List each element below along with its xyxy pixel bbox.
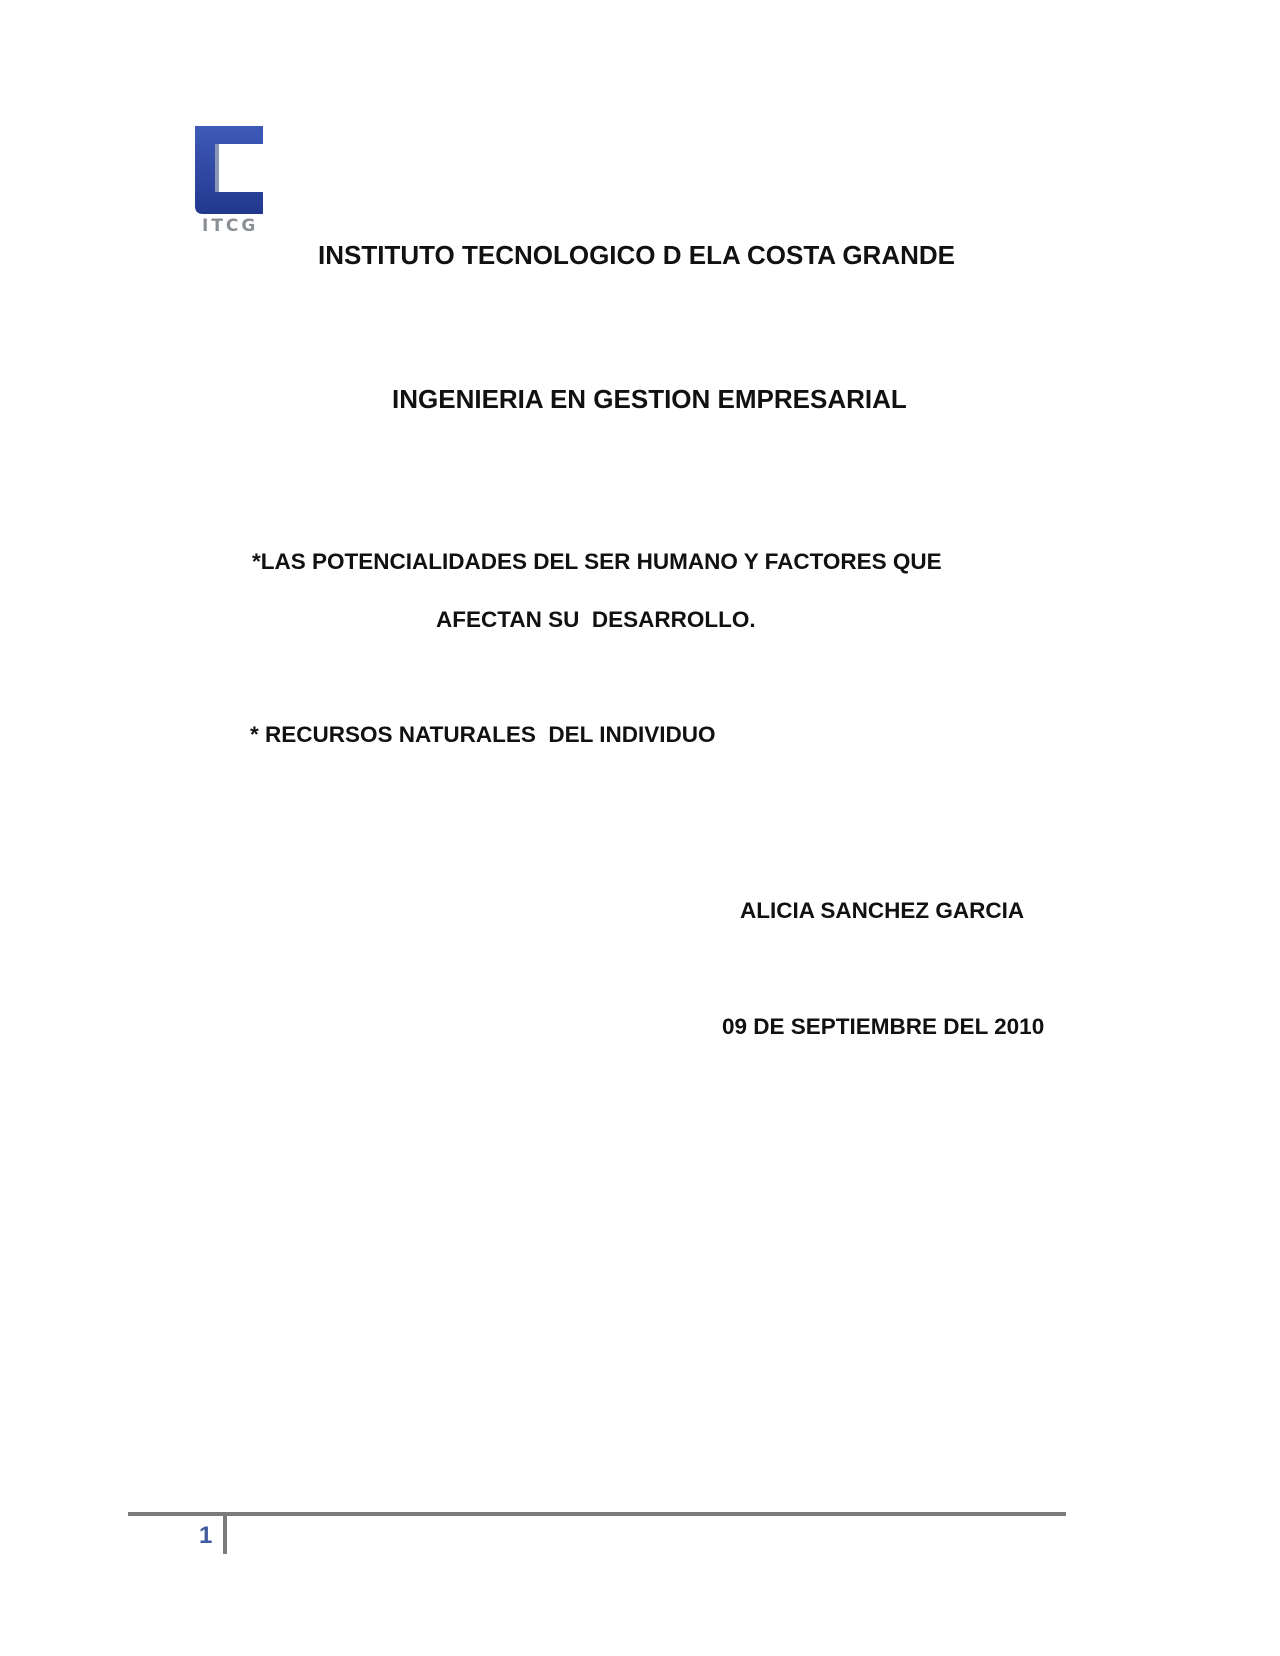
- footer-divider: [223, 1514, 227, 1554]
- institution-title: INSTITUTO TECNOLOGICO D ELA COSTA GRANDE: [318, 240, 955, 270]
- page-number: 1: [199, 1522, 213, 1549]
- footer-rule: [128, 1512, 1066, 1516]
- author-name: ALICIA SANCHEZ GARCIA: [740, 898, 1025, 923]
- topic-line-2: AFECTAN SU DESARROLLO.: [436, 607, 756, 632]
- itcg-logo-icon: [193, 124, 265, 216]
- logo-wordmark: ITCG: [202, 216, 259, 236]
- topic-2: * RECURSOS NATURALES DEL INDIVIDUO: [250, 722, 716, 747]
- document-date: 09 DE SEPTIEMBRE DEL 2010: [722, 1014, 1045, 1039]
- career-title: INGENIERIA EN GESTION EMPRESARIAL: [392, 384, 907, 414]
- topic-line-1: *LAS POTENCIALIDADES DEL SER HUMANO Y FACTORES QUE: [252, 549, 942, 574]
- itcg-logo: [193, 124, 267, 236]
